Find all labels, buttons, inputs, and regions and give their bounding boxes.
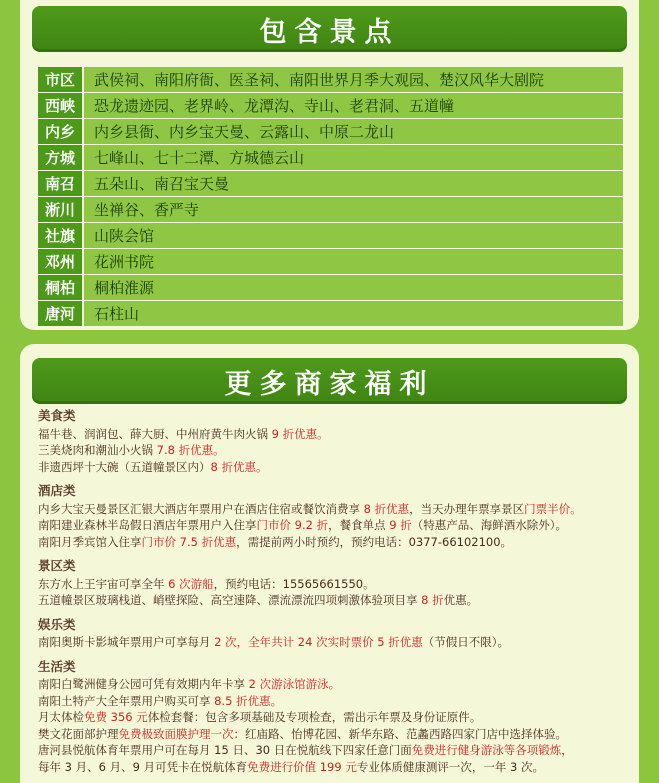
attractions-table (38, 67, 623, 327)
benefit-highlight: 门市价 7.5 折优惠 (141, 534, 237, 549)
benefit-text: 每年 3 月、6 月、9 月可凭卡在悦航体育 (38, 759, 248, 774)
benefit-line (38, 442, 633, 459)
region-label: 方城 (38, 145, 82, 170)
benefit-text: 体检套餐：包含多项基础及专项检查，需出示年票及身份证原件。 (147, 710, 482, 724)
attractions-card (20, 0, 639, 330)
benefit-highlight: 9 折优惠。 (271, 426, 329, 441)
benefit-text: 五道幢景区玻璃栈道、峭壁探险、高空速降、漂流漂流四项刺激体验项目享 (38, 593, 422, 607)
benefit-line (38, 709, 633, 726)
benefit-highlight: 8 折 (421, 593, 444, 607)
attractions-banner (32, 6, 627, 52)
benefit-section (38, 408, 633, 475)
attraction-row (38, 93, 623, 118)
benefit-text: 南阳月季宾馆入住享 (38, 534, 142, 549)
region-places: 武侯祠、南阳府衙、医圣祠、南阳世界月季大观园、楚汉风华大剧院 (84, 67, 623, 92)
benefit-line (38, 592, 633, 609)
benefits-banner (32, 358, 627, 404)
benefit-line (38, 742, 633, 759)
region-places: 石柱山 (84, 301, 623, 326)
benefit-section-title: 娱乐类 (38, 616, 76, 632)
attraction-row (38, 197, 623, 222)
region-label: 社旗 (38, 223, 82, 248)
benefit-highlight: 6 次游船 (168, 576, 214, 591)
region-places: 坐禅谷、香严寺 (84, 197, 623, 222)
benefit-highlight: 8 折优惠。 (210, 459, 268, 474)
benefit-line (38, 576, 633, 593)
benefit-text: 南阳奥斯卡影城年票用户可享每月 (38, 635, 215, 649)
benefit-highlight: 免费极致面膜护理一次 (118, 726, 234, 741)
region-places: 恐龙遗迹园、老界岭、龙潭沟、寺山、老君洞、五道幢 (84, 93, 623, 118)
benefit-text: 唐河县悦航体育年票用户可在每月 15 日、30 日在悦航线下四家任意门面 (38, 743, 412, 757)
region-label: 邓州 (38, 249, 82, 274)
benefit-highlight: 2 次，全年共计 24 次实时票价 5 折优惠 (214, 635, 423, 649)
attraction-row (38, 223, 623, 248)
region-places: 山陕会馆 (84, 223, 623, 248)
benefit-highlight: 免费 356 元 (84, 710, 148, 724)
benefit-text: 专业体质健康测评一次，一年 3 次。 (356, 759, 544, 774)
benefit-section (38, 617, 633, 651)
benefit-section-title: 景区类 (38, 558, 76, 573)
benefit-text: 樊文花面部护理 (38, 726, 119, 741)
benefit-section-title: 美食类 (38, 408, 76, 423)
benefit-line (38, 517, 633, 534)
benefit-section-title: 酒店类 (38, 483, 76, 498)
benefit-text: 东方水上王宇宙可享全年 (38, 576, 169, 591)
benefit-highlight: 免费进行健身游泳等各项锻炼 (411, 743, 562, 757)
benefits-list (38, 408, 633, 783)
benefit-text: ，预约电话：15565661550。 (213, 576, 375, 591)
benefit-text: 内乡大宝天曼景区汇银大酒店年票用户在酒店住宿或餐饮消费享 (38, 501, 364, 516)
benefit-section-title: 生活类 (38, 658, 76, 674)
benefit-highlight: 门票半价。 (524, 501, 582, 516)
benefit-line (38, 459, 633, 476)
benefit-highlight: 8.5 折优惠。 (214, 693, 283, 708)
benefit-text: 优惠。 (443, 593, 479, 607)
benefit-line (38, 693, 633, 710)
benefit-section (38, 659, 633, 776)
benefit-text: （节假日不限）。 (422, 635, 509, 649)
benefit-text: ，需提前两小时预约，预约电话：0377-66102100。 (236, 534, 513, 549)
benefit-line (38, 426, 633, 443)
region-places: 桐柏淮源 (84, 275, 623, 300)
attraction-row (38, 301, 623, 326)
benefit-text: 南阳土特产大全年票用户购买可享 (38, 693, 215, 708)
benefit-highlight: 8 折优惠 (363, 501, 410, 516)
benefit-line (38, 676, 633, 693)
benefit-line (38, 534, 633, 551)
attraction-row (38, 67, 623, 92)
benefit-text: 南阳建业森林半岛假日酒店年票用户入住享 (38, 518, 257, 532)
benefit-highlight: 免费进行价值 199 元 (247, 759, 357, 774)
benefits-title: 更多商家福利 (224, 368, 435, 400)
benefits-card (20, 344, 639, 783)
region-label: 南召 (38, 171, 82, 196)
benefit-section (38, 558, 633, 609)
region-places: 七峰山、七十二潭、方城德云山 (84, 145, 623, 170)
benefit-text: ：红庙路、怡博花园、新华东路、范蠡西路四家门店中选择体验。 (233, 726, 567, 741)
benefit-text: （特惠产品、海鲜酒水除外）。 (411, 518, 567, 532)
benefit-line (38, 726, 633, 743)
region-label: 市区 (38, 67, 82, 92)
benefit-text: 非遗西坪十大碗（五道幢景区内） (38, 459, 211, 474)
benefit-text: 福牛巷、润润包、薛大厨、中州府黄牛肉火锅 (38, 426, 272, 441)
attraction-row (38, 119, 623, 144)
attraction-row (38, 275, 623, 300)
benefit-text: ，餐食单点 (328, 518, 390, 532)
benefit-text: 月太体检 (38, 710, 84, 724)
benefit-section (38, 483, 633, 550)
region-places: 五朵山、南召宝天曼 (84, 171, 623, 196)
attraction-row (38, 145, 623, 170)
benefit-text: 三美烧肉和潮汕小火锅 (38, 443, 157, 457)
benefit-text: ，当天办理年票享景区 (409, 501, 525, 516)
region-places: 内乡县衙、内乡宝天曼、云露山、中原二龙山 (84, 119, 623, 144)
benefit-highlight: 2 次游泳馆游泳。 (248, 677, 341, 691)
attraction-row (38, 249, 623, 274)
region-label: 淅川 (38, 197, 82, 222)
region-places: 花洲书院 (84, 249, 623, 274)
attraction-row (38, 171, 623, 196)
region-label: 唐河 (38, 301, 82, 326)
benefit-text: ， (561, 743, 573, 757)
benefit-text: 南阳白鹭洲健身公园可凭有效期内年卡享 (38, 677, 249, 691)
region-label: 西峡 (38, 93, 82, 118)
benefit-line (38, 759, 633, 776)
benefit-highlight: 9 折 (389, 518, 412, 532)
region-label: 桐柏 (38, 275, 82, 300)
benefit-line (38, 501, 633, 518)
benefit-highlight: 门市价 9.2 折 (256, 518, 329, 532)
benefit-highlight: 7.8 折优惠。 (156, 443, 225, 457)
region-label: 内乡 (38, 119, 82, 144)
benefit-line (38, 634, 633, 651)
attractions-title: 包含景点 (259, 16, 400, 48)
